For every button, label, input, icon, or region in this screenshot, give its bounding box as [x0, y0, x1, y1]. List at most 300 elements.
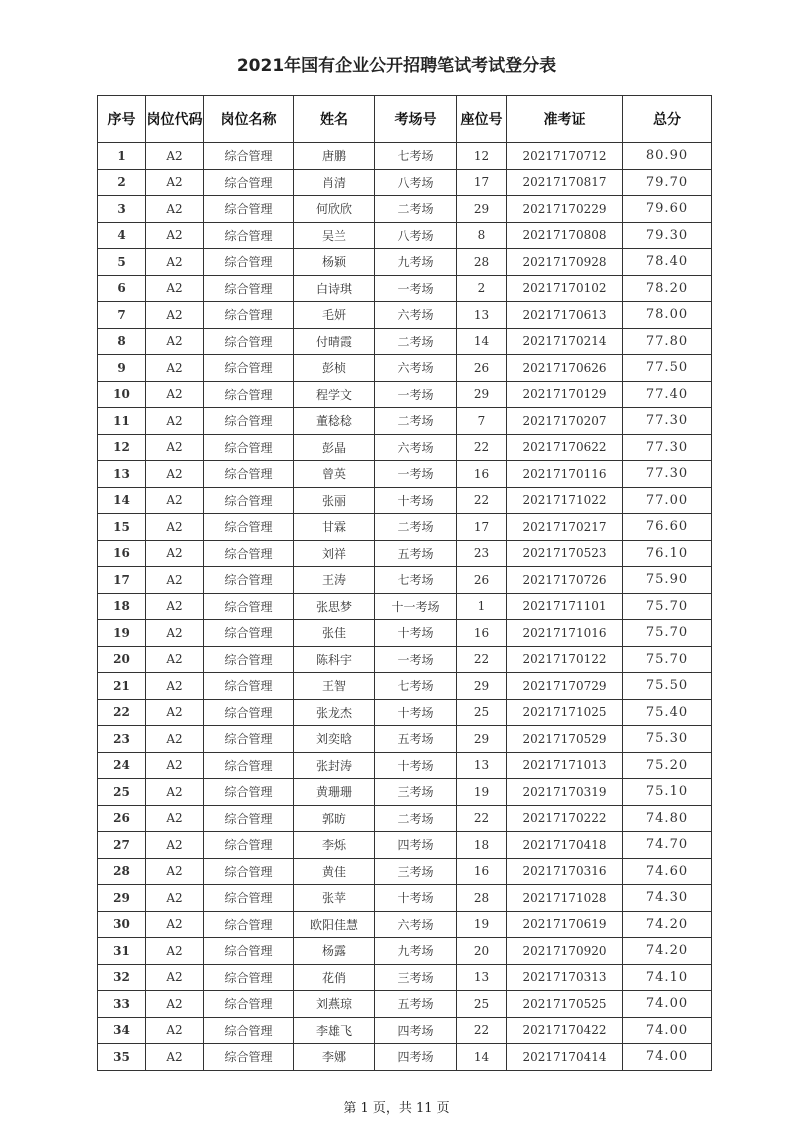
ticket-number: 20217170422	[507, 1017, 623, 1044]
exam-room: 七考场	[375, 567, 457, 594]
table-row	[98, 1017, 712, 1044]
ticket-number: 20217170523	[507, 540, 623, 567]
exam-room: 九考场	[375, 938, 457, 965]
post-code: A2	[146, 540, 204, 567]
row-index: 22	[98, 699, 146, 726]
row-index: 4	[98, 222, 146, 249]
post-name: 综合管理	[204, 593, 294, 620]
exam-room: 二考场	[375, 328, 457, 355]
post-code: A2	[146, 938, 204, 965]
table-row	[98, 355, 712, 382]
exam-room: 八考场	[375, 169, 457, 196]
table-row	[98, 487, 712, 514]
candidate-name: 甘霖	[294, 514, 375, 541]
ticket-number: 20217170222	[507, 805, 623, 832]
post-code: A2	[146, 328, 204, 355]
exam-room: 二考场	[375, 196, 457, 223]
total-score: 77.30	[623, 434, 712, 461]
exam-room: 七考场	[375, 673, 457, 700]
exam-room: 四考场	[375, 1017, 457, 1044]
table-row	[98, 673, 712, 700]
total-score: 75.70	[623, 620, 712, 647]
row-index: 8	[98, 328, 146, 355]
table-row	[98, 222, 712, 249]
header-exam-room: 考场号	[375, 96, 457, 143]
seat-number: 13	[457, 964, 507, 991]
seat-number: 29	[457, 196, 507, 223]
post-name: 综合管理	[204, 938, 294, 965]
row-index: 24	[98, 752, 146, 779]
ticket-number: 20217170626	[507, 355, 623, 382]
exam-room: 二考场	[375, 514, 457, 541]
row-index: 21	[98, 673, 146, 700]
seat-number: 22	[457, 805, 507, 832]
table-row	[98, 805, 712, 832]
post-code: A2	[146, 249, 204, 276]
candidate-name: 何欣欣	[294, 196, 375, 223]
post-name: 综合管理	[204, 540, 294, 567]
ticket-number: 20217171016	[507, 620, 623, 647]
seat-number: 2	[457, 275, 507, 302]
total-score: 74.00	[623, 1044, 712, 1071]
post-code: A2	[146, 1044, 204, 1071]
ticket-number: 20217170316	[507, 858, 623, 885]
row-index: 7	[98, 302, 146, 329]
post-code: A2	[146, 222, 204, 249]
total-score: 77.30	[623, 408, 712, 435]
seat-number: 13	[457, 302, 507, 329]
total-score: 75.90	[623, 567, 712, 594]
exam-room: 一考场	[375, 461, 457, 488]
ticket-number: 20217170207	[507, 408, 623, 435]
table-row	[98, 514, 712, 541]
seat-number: 28	[457, 249, 507, 276]
post-name: 综合管理	[204, 991, 294, 1018]
table-row	[98, 593, 712, 620]
row-index: 1	[98, 143, 146, 170]
seat-number: 14	[457, 1044, 507, 1071]
post-name: 综合管理	[204, 355, 294, 382]
total-score: 75.50	[623, 673, 712, 700]
post-code: A2	[146, 487, 204, 514]
row-index: 18	[98, 593, 146, 620]
post-code: A2	[146, 885, 204, 912]
post-name: 综合管理	[204, 302, 294, 329]
row-index: 33	[98, 991, 146, 1018]
header-name: 姓名	[294, 96, 375, 143]
seat-number: 16	[457, 620, 507, 647]
candidate-name: 王智	[294, 673, 375, 700]
ticket-number: 20217170102	[507, 275, 623, 302]
row-index: 5	[98, 249, 146, 276]
candidate-name: 陈科宇	[294, 646, 375, 673]
ticket-number: 20217170613	[507, 302, 623, 329]
ticket-number: 20217170622	[507, 434, 623, 461]
candidate-name: 刘燕琼	[294, 991, 375, 1018]
post-name: 综合管理	[204, 434, 294, 461]
candidate-name: 曾英	[294, 461, 375, 488]
total-score: 74.80	[623, 805, 712, 832]
exam-room: 四考场	[375, 832, 457, 859]
ticket-number: 20217171025	[507, 699, 623, 726]
exam-room: 三考场	[375, 964, 457, 991]
candidate-name: 付晴霞	[294, 328, 375, 355]
post-code: A2	[146, 434, 204, 461]
exam-room: 十考场	[375, 699, 457, 726]
page-footer: 第 1 页，共 11 页	[343, 1101, 450, 1116]
total-score: 75.70	[623, 646, 712, 673]
post-code: A2	[146, 620, 204, 647]
exam-room: 五考场	[375, 991, 457, 1018]
table-row	[98, 752, 712, 779]
row-index: 14	[98, 487, 146, 514]
post-name: 综合管理	[204, 275, 294, 302]
seat-number: 12	[457, 143, 507, 170]
exam-room: 八考场	[375, 222, 457, 249]
total-score: 77.80	[623, 328, 712, 355]
candidate-name: 李雄飞	[294, 1017, 375, 1044]
row-index: 16	[98, 540, 146, 567]
post-name: 综合管理	[204, 964, 294, 991]
candidate-name: 李娜	[294, 1044, 375, 1071]
row-index: 34	[98, 1017, 146, 1044]
ticket-number: 20217170726	[507, 567, 623, 594]
candidate-name: 唐鹏	[294, 143, 375, 170]
seat-number: 8	[457, 222, 507, 249]
total-score: 79.70	[623, 169, 712, 196]
seat-number: 25	[457, 991, 507, 1018]
post-code: A2	[146, 355, 204, 382]
table-row	[98, 938, 712, 965]
candidate-name: 欧阳佳慧	[294, 911, 375, 938]
exam-room: 二考场	[375, 805, 457, 832]
candidate-name: 张苹	[294, 885, 375, 912]
seat-number: 13	[457, 752, 507, 779]
post-name: 综合管理	[204, 911, 294, 938]
ticket-number: 20217171013	[507, 752, 623, 779]
table-row	[98, 302, 712, 329]
seat-number: 26	[457, 567, 507, 594]
post-name: 综合管理	[204, 779, 294, 806]
ticket-number: 20217170116	[507, 461, 623, 488]
seat-number: 25	[457, 699, 507, 726]
candidate-name: 彭晶	[294, 434, 375, 461]
ticket-number: 20217170217	[507, 514, 623, 541]
score-table	[97, 95, 712, 1071]
total-score: 79.60	[623, 196, 712, 223]
total-score: 74.60	[623, 858, 712, 885]
post-code: A2	[146, 779, 204, 806]
total-score: 77.30	[623, 461, 712, 488]
post-code: A2	[146, 858, 204, 885]
candidate-name: 李烁	[294, 832, 375, 859]
post-code: A2	[146, 805, 204, 832]
post-code: A2	[146, 408, 204, 435]
header-total-score: 总分	[623, 96, 712, 143]
table-row	[98, 249, 712, 276]
ticket-number: 20217170319	[507, 779, 623, 806]
table-row	[98, 169, 712, 196]
exam-room: 十考场	[375, 885, 457, 912]
seat-number: 22	[457, 646, 507, 673]
table-row	[98, 567, 712, 594]
exam-room: 六考场	[375, 355, 457, 382]
exam-room: 十考场	[375, 620, 457, 647]
total-score: 76.10	[623, 540, 712, 567]
total-score: 74.00	[623, 991, 712, 1018]
candidate-name: 程学文	[294, 381, 375, 408]
table-row	[98, 408, 712, 435]
total-score: 78.40	[623, 249, 712, 276]
row-index: 25	[98, 779, 146, 806]
post-name: 综合管理	[204, 222, 294, 249]
total-score: 75.30	[623, 726, 712, 753]
ticket-number: 20217170214	[507, 328, 623, 355]
ticket-number: 20217170808	[507, 222, 623, 249]
exam-room: 十一考场	[375, 593, 457, 620]
candidate-name: 张思梦	[294, 593, 375, 620]
table-row	[98, 779, 712, 806]
seat-number: 17	[457, 514, 507, 541]
row-index: 6	[98, 275, 146, 302]
exam-room: 六考场	[375, 911, 457, 938]
seat-number: 26	[457, 355, 507, 382]
table-header-row	[98, 96, 712, 143]
seat-number: 18	[457, 832, 507, 859]
seat-number: 22	[457, 1017, 507, 1044]
table-row	[98, 381, 712, 408]
candidate-name: 黄佳	[294, 858, 375, 885]
table-row	[98, 885, 712, 912]
post-code: A2	[146, 752, 204, 779]
post-code: A2	[146, 832, 204, 859]
table-row	[98, 275, 712, 302]
seat-number: 16	[457, 461, 507, 488]
post-name: 综合管理	[204, 143, 294, 170]
exam-room: 六考场	[375, 302, 457, 329]
table-row	[98, 858, 712, 885]
post-code: A2	[146, 964, 204, 991]
candidate-name: 白诗琪	[294, 275, 375, 302]
total-score: 75.40	[623, 699, 712, 726]
ticket-number: 20217170418	[507, 832, 623, 859]
ticket-number: 20217171028	[507, 885, 623, 912]
header-seat: 座位号	[457, 96, 507, 143]
table-row	[98, 328, 712, 355]
post-code: A2	[146, 699, 204, 726]
ticket-number: 20217170712	[507, 143, 623, 170]
candidate-name: 刘奕晗	[294, 726, 375, 753]
candidate-name: 张龙杰	[294, 699, 375, 726]
seat-number: 23	[457, 540, 507, 567]
ticket-number: 20217170229	[507, 196, 623, 223]
exam-room: 五考场	[375, 726, 457, 753]
post-name: 综合管理	[204, 885, 294, 912]
candidate-name: 毛妍	[294, 302, 375, 329]
post-code: A2	[146, 726, 204, 753]
ticket-number: 20217170529	[507, 726, 623, 753]
row-index: 28	[98, 858, 146, 885]
candidate-name: 张佳	[294, 620, 375, 647]
row-index: 30	[98, 911, 146, 938]
post-code: A2	[146, 514, 204, 541]
candidate-name: 花俏	[294, 964, 375, 991]
seat-number: 29	[457, 673, 507, 700]
exam-room: 三考场	[375, 858, 457, 885]
exam-room: 一考场	[375, 275, 457, 302]
post-code: A2	[146, 143, 204, 170]
total-score: 74.20	[623, 938, 712, 965]
exam-room: 五考场	[375, 540, 457, 567]
candidate-name: 肖清	[294, 169, 375, 196]
post-name: 综合管理	[204, 646, 294, 673]
table-row	[98, 434, 712, 461]
candidate-name: 刘祥	[294, 540, 375, 567]
candidate-name: 黄珊珊	[294, 779, 375, 806]
total-score: 79.30	[623, 222, 712, 249]
total-score: 75.10	[623, 779, 712, 806]
seat-number: 7	[457, 408, 507, 435]
post-name: 综合管理	[204, 487, 294, 514]
table-row	[98, 726, 712, 753]
row-index: 3	[98, 196, 146, 223]
header-post-code: 岗位代码	[146, 96, 204, 143]
ticket-number: 20217170122	[507, 646, 623, 673]
seat-number: 29	[457, 726, 507, 753]
post-code: A2	[146, 302, 204, 329]
row-index: 23	[98, 726, 146, 753]
post-name: 综合管理	[204, 1044, 294, 1071]
ticket-number: 20217170414	[507, 1044, 623, 1071]
ticket-number: 20217170729	[507, 673, 623, 700]
table-row	[98, 143, 712, 170]
row-index: 35	[98, 1044, 146, 1071]
post-code: A2	[146, 1017, 204, 1044]
row-index: 29	[98, 885, 146, 912]
ticket-number: 20217170619	[507, 911, 623, 938]
candidate-name: 张丽	[294, 487, 375, 514]
exam-room: 四考场	[375, 1044, 457, 1071]
row-index: 17	[98, 567, 146, 594]
candidate-name: 王涛	[294, 567, 375, 594]
post-code: A2	[146, 593, 204, 620]
row-index: 13	[98, 461, 146, 488]
table-row	[98, 646, 712, 673]
table-row	[98, 832, 712, 859]
post-code: A2	[146, 381, 204, 408]
table-row	[98, 991, 712, 1018]
ticket-number: 20217170817	[507, 169, 623, 196]
row-index: 9	[98, 355, 146, 382]
post-name: 综合管理	[204, 699, 294, 726]
ticket-number: 20217171022	[507, 487, 623, 514]
seat-number: 29	[457, 381, 507, 408]
total-score: 77.00	[623, 487, 712, 514]
total-score: 74.20	[623, 911, 712, 938]
post-name: 综合管理	[204, 249, 294, 276]
row-index: 15	[98, 514, 146, 541]
seat-number: 19	[457, 911, 507, 938]
seat-number: 22	[457, 434, 507, 461]
post-name: 综合管理	[204, 620, 294, 647]
exam-room: 十考场	[375, 752, 457, 779]
exam-room: 一考场	[375, 381, 457, 408]
seat-number: 17	[457, 169, 507, 196]
table-row	[98, 620, 712, 647]
header-post-name: 岗位名称	[204, 96, 294, 143]
exam-room: 三考场	[375, 779, 457, 806]
candidate-name: 郭昉	[294, 805, 375, 832]
table-row	[98, 540, 712, 567]
table-row	[98, 699, 712, 726]
post-code: A2	[146, 673, 204, 700]
seat-number: 20	[457, 938, 507, 965]
post-name: 综合管理	[204, 726, 294, 753]
post-code: A2	[146, 461, 204, 488]
post-code: A2	[146, 911, 204, 938]
row-index: 32	[98, 964, 146, 991]
total-score: 74.70	[623, 832, 712, 859]
candidate-name: 董稔稔	[294, 408, 375, 435]
exam-room: 二考场	[375, 408, 457, 435]
seat-number: 16	[457, 858, 507, 885]
post-name: 综合管理	[204, 805, 294, 832]
candidate-name: 杨露	[294, 938, 375, 965]
total-score: 77.50	[623, 355, 712, 382]
post-name: 综合管理	[204, 461, 294, 488]
seat-number: 22	[457, 487, 507, 514]
row-index: 12	[98, 434, 146, 461]
exam-room: 十考场	[375, 487, 457, 514]
ticket-number: 20217170928	[507, 249, 623, 276]
total-score: 78.00	[623, 302, 712, 329]
total-score: 75.20	[623, 752, 712, 779]
table-row	[98, 461, 712, 488]
candidate-name: 张封涛	[294, 752, 375, 779]
row-index: 11	[98, 408, 146, 435]
header-ticket: 准考证	[507, 96, 623, 143]
row-index: 10	[98, 381, 146, 408]
total-score: 76.60	[623, 514, 712, 541]
table-row	[98, 964, 712, 991]
post-name: 综合管理	[204, 673, 294, 700]
candidate-name: 杨颖	[294, 249, 375, 276]
post-code: A2	[146, 567, 204, 594]
table-row	[98, 196, 712, 223]
exam-room: 六考场	[375, 434, 457, 461]
post-code: A2	[146, 169, 204, 196]
exam-room: 七考场	[375, 143, 457, 170]
post-name: 综合管理	[204, 381, 294, 408]
ticket-number: 20217170313	[507, 964, 623, 991]
row-index: 31	[98, 938, 146, 965]
seat-number: 1	[457, 593, 507, 620]
total-score: 77.40	[623, 381, 712, 408]
document-title: 2021年国有企业公开招聘笔试考试登分表	[236, 56, 557, 76]
post-name: 综合管理	[204, 169, 294, 196]
post-name: 综合管理	[204, 196, 294, 223]
post-name: 综合管理	[204, 567, 294, 594]
post-name: 综合管理	[204, 752, 294, 779]
post-code: A2	[146, 275, 204, 302]
header-index: 序号	[98, 96, 146, 143]
row-index: 26	[98, 805, 146, 832]
seat-number: 19	[457, 779, 507, 806]
post-name: 综合管理	[204, 514, 294, 541]
row-index: 19	[98, 620, 146, 647]
post-name: 综合管理	[204, 832, 294, 859]
post-name: 综合管理	[204, 408, 294, 435]
